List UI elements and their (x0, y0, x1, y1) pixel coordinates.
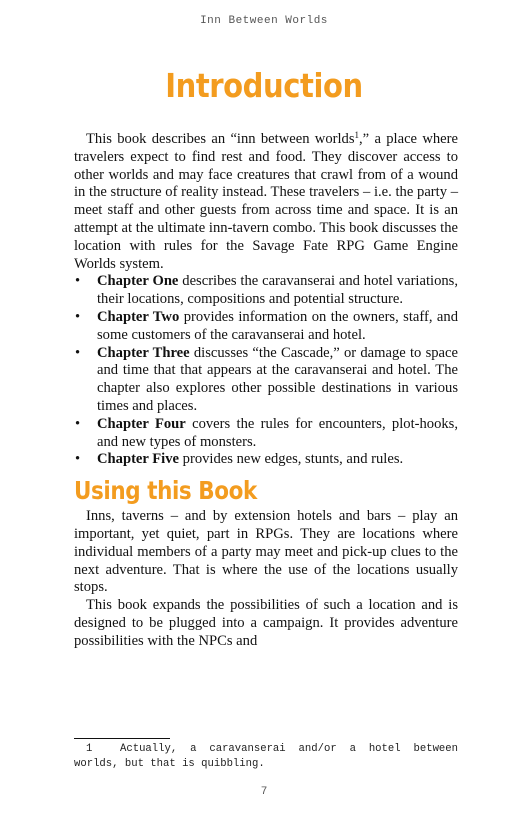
bullet: • (75, 308, 81, 325)
chapter-name: Chapter Five (97, 451, 180, 468)
chapter-description: discusses “the Cascade,” or damage to space and time that that appears at the caravanserai and hotel. The chapter also explores other possible destinations in various times and places. (97, 344, 458, 414)
chapter-description: provides new edges, stunts, and rules. (179, 451, 404, 468)
chapter-name: Chapter Three (97, 344, 190, 361)
footnote (74, 742, 458, 772)
chapter-list (74, 273, 458, 469)
paragraph: Inns, taverns – and by extension hotels and bars – play an important, yet quiet, part in RPGs. They are locations where individual members of a party may meet and pick-up clues to the next adventure. That is where the use of the locations usually stops. (74, 508, 458, 596)
footnote-text: Actually, a caravanserai and/or a hotel between worlds, but that is quibbling. (74, 743, 458, 770)
list-item (74, 345, 458, 416)
bullet: • (75, 344, 81, 361)
chapter-name: Chapter One (97, 273, 179, 290)
chapter-name: Chapter Four (97, 415, 186, 432)
intro-text-end: ,” a place where travelers expect to find rest and food. They discover access to other worlds and may face creatures that crawl from of a wound in the structure of reality instead. These travelers – i.e. the party – meet staff and other guests from across time and space. It is an attempt at the ultimate inn-tavern combo. This book discusses the location with rules for the Savage Fate RPG Game Engine Worlds system. (74, 131, 458, 272)
bullet: • (75, 451, 81, 468)
chapter-name: Chapter Two (97, 308, 180, 325)
list-item (74, 451, 458, 469)
chapter-description: covers the rules for encounters, plot-hooks, and new types of monsters. (97, 415, 458, 450)
chapter-description: provides information on the owners, staff, and some customers of the caravanserai and hotel. (97, 308, 458, 343)
footnote-number: 1 (86, 743, 93, 755)
page-title: Introduction (165, 66, 363, 105)
list-item (74, 309, 458, 345)
page-number: 7 (260, 786, 268, 798)
bullet: • (75, 415, 81, 432)
running-head: Inn Between Worlds (200, 15, 328, 27)
paragraph: This book expands the possibilities of such a location and is designed to be plugged into a campaign. It provides adventure possibilities with the NPCs and (74, 597, 458, 649)
list-item (74, 273, 458, 309)
footnote-reference: 1 (354, 130, 360, 140)
intro-text-start: This book describes an “inn between worlds (86, 131, 355, 147)
intro-paragraph (74, 131, 458, 273)
chapter-description: describes the caravanserai and hotel variations, their locations, compositions and potential structure. (97, 273, 458, 308)
footnote-divider (74, 738, 170, 739)
body-text (74, 131, 458, 651)
list-item (74, 416, 458, 452)
bullet: • (75, 273, 81, 290)
section-heading: Using this Book (74, 476, 257, 506)
